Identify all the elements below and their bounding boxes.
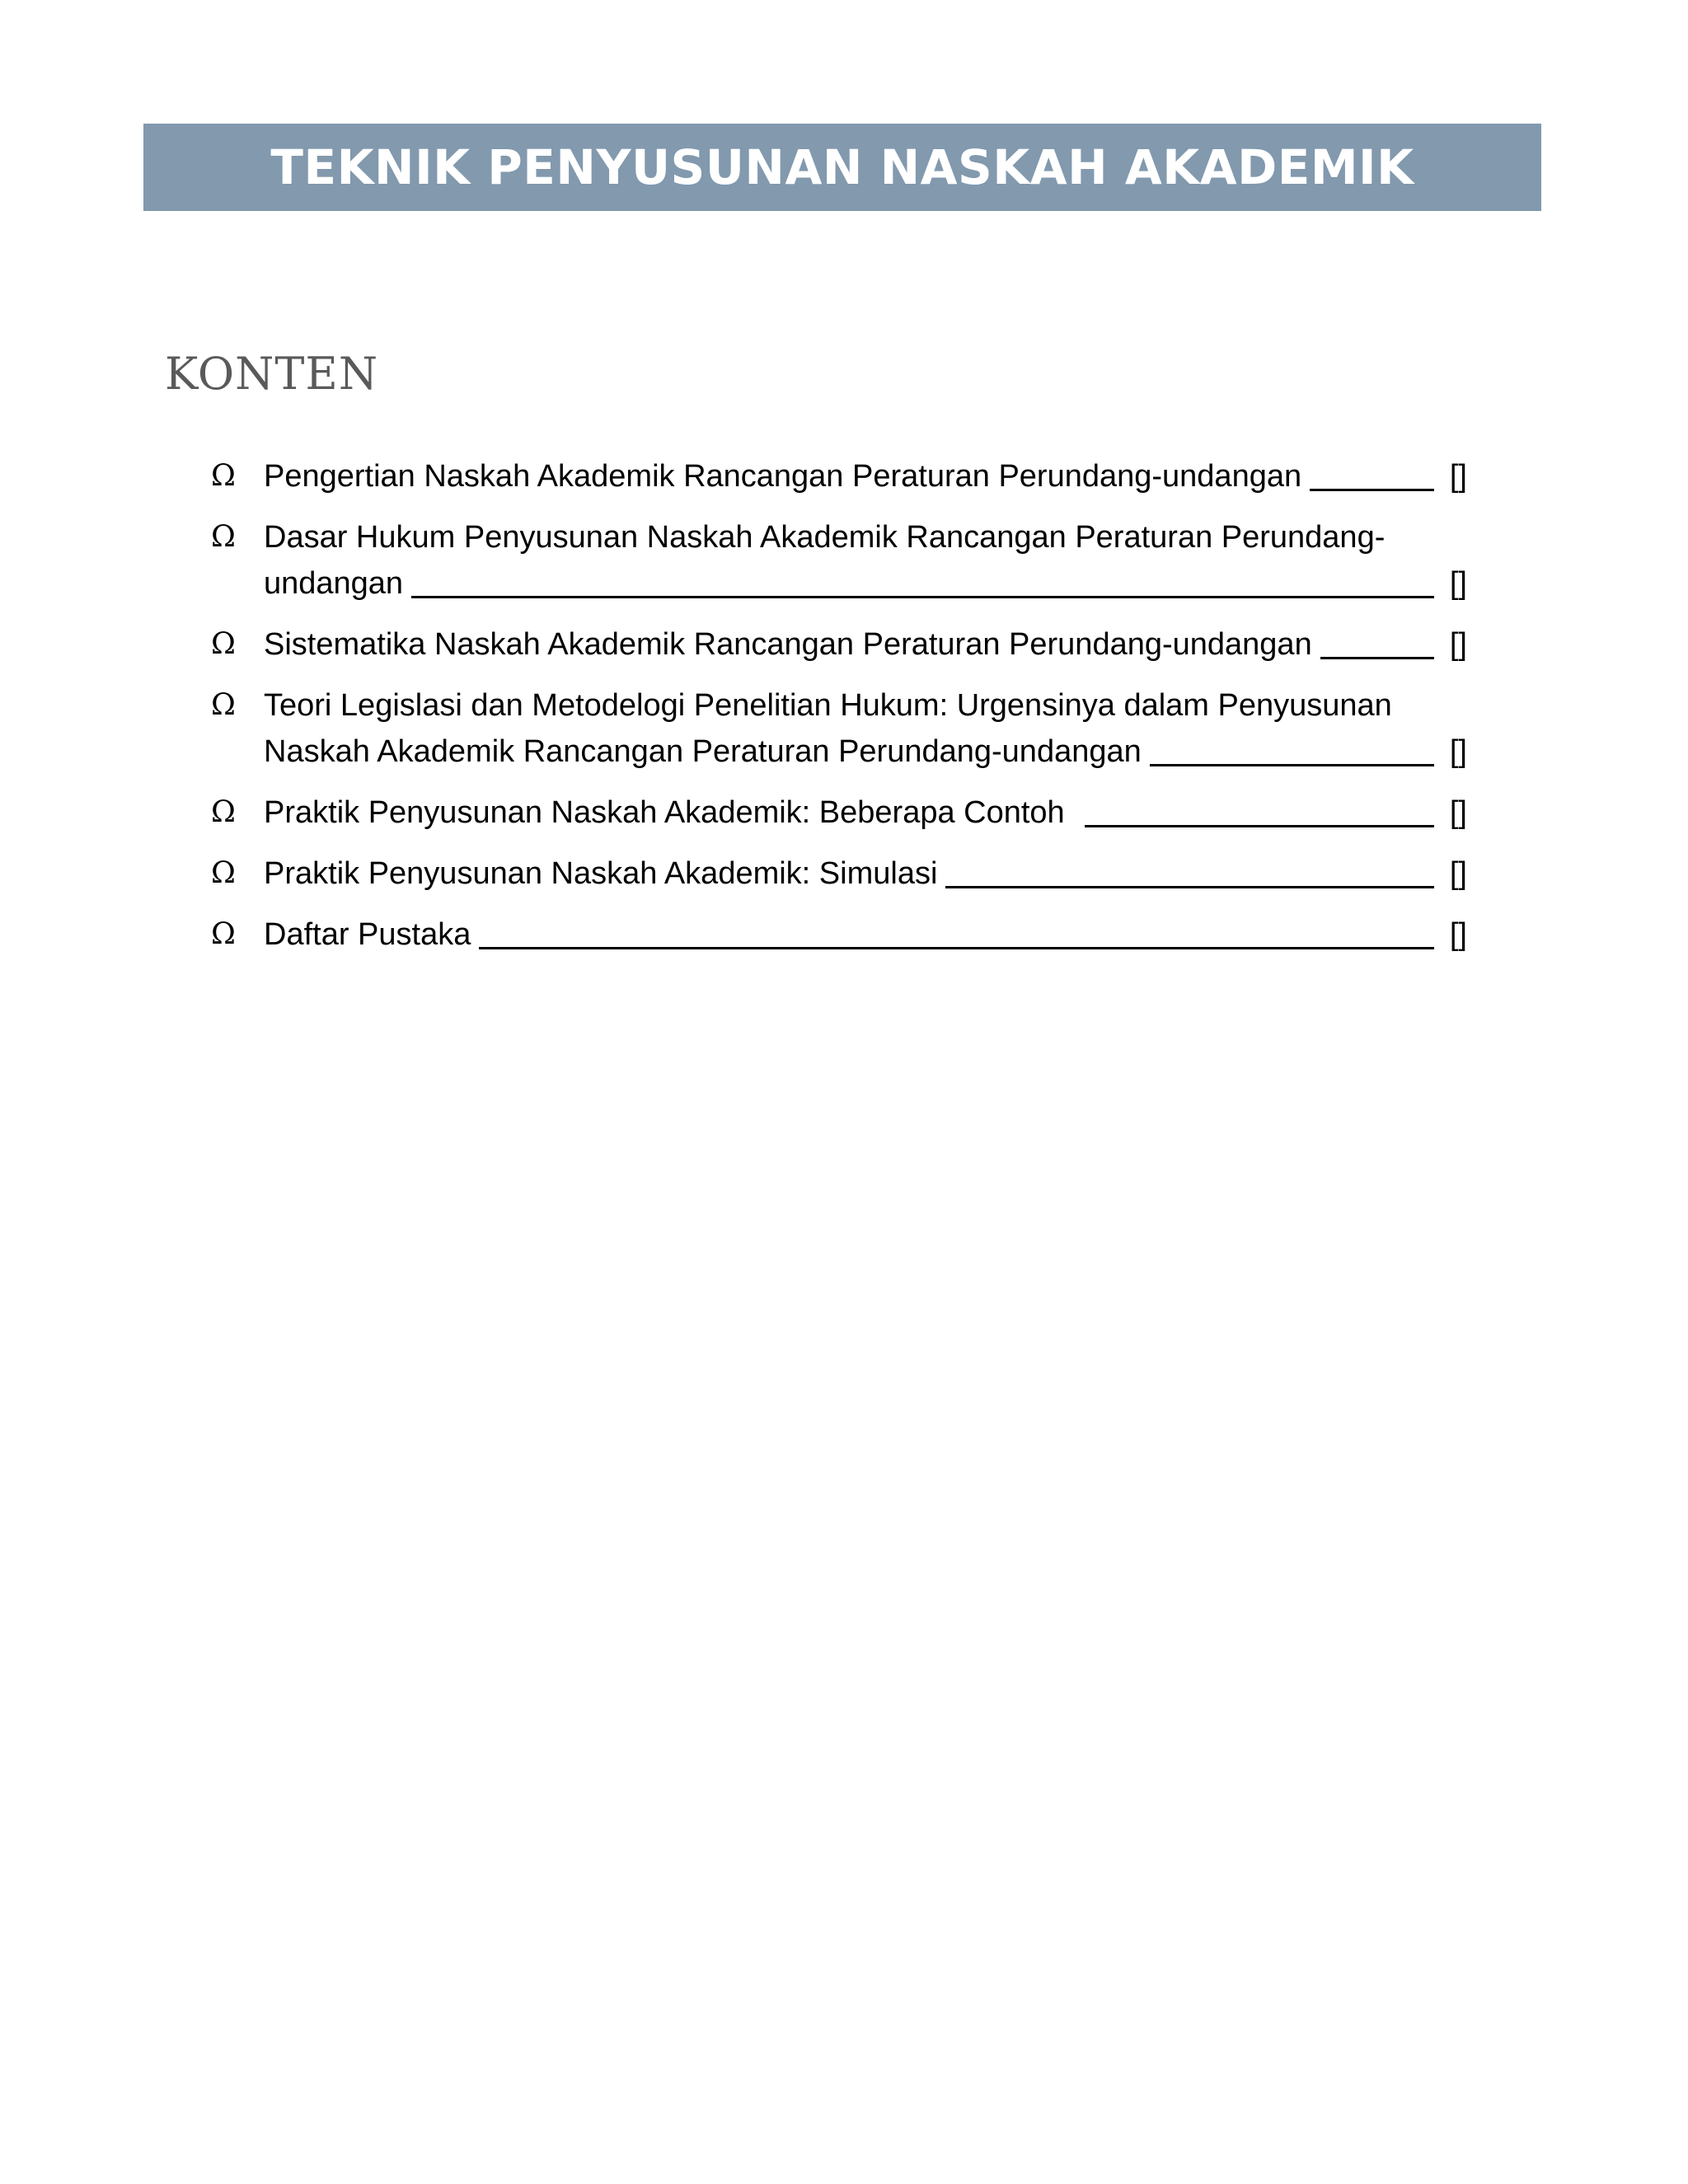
toc-item[interactable]: [211, 682, 1467, 775]
toc-item[interactable]: [211, 790, 1467, 836]
toc-item-title-continued: undangan: [264, 566, 404, 601]
dot-leader: [1320, 657, 1434, 659]
toc-item-title-continued: Naskah Akademik Rancangan Peraturan Perundang-undangan: [264, 734, 1142, 769]
toc-item-title: Praktik Penyusunan Naskah Akademik: Beberapa Contoh: [264, 795, 1065, 830]
toc-item-title: Praktik Penyusunan Naskah Akademik: Simulasi: [264, 856, 938, 891]
table-of-contents: [211, 453, 1467, 972]
toc-page-ref: []: [1449, 566, 1467, 601]
toc-item-title: Teori Legislasi dan Metodelogi Penelitian Hukum: Urgensinya dalam Penyusunan: [264, 688, 1392, 723]
dot-leader: [1085, 825, 1434, 827]
omega-bullet-icon: Ω: [211, 917, 236, 951]
omega-bullet-icon: Ω: [211, 856, 236, 890]
dot-leader: [411, 596, 1434, 598]
omega-bullet-icon: Ω: [211, 795, 236, 829]
toc-item-title: Daftar Pustaka: [264, 917, 471, 952]
dot-leader: [945, 886, 1434, 888]
toc-page-ref: []: [1449, 734, 1467, 769]
toc-item[interactable]: [211, 851, 1467, 897]
omega-bullet-icon: Ω: [211, 520, 236, 554]
toc-item-title: Pengertian Naskah Akademik Rancangan Peraturan Perundang-undangan: [264, 459, 1302, 494]
dot-leader: [1310, 489, 1434, 491]
toc-item-title: Sistematika Naskah Akademik Rancangan Peraturan Perundang-undangan: [264, 627, 1312, 662]
toc-page-ref: []: [1449, 627, 1467, 662]
toc-page-ref: []: [1449, 917, 1467, 952]
omega-bullet-icon: Ω: [211, 459, 236, 493]
toc-page-ref: []: [1449, 795, 1467, 830]
title-banner: [143, 124, 1541, 211]
document-title: TEKNIK PENYUSUNAN NASKAH AKADEMIK: [270, 139, 1414, 195]
toc-item[interactable]: [211, 514, 1467, 607]
toc-item[interactable]: [211, 621, 1467, 668]
toc-page-ref: []: [1449, 459, 1467, 494]
dot-leader: [479, 947, 1434, 949]
omega-bullet-icon: Ω: [211, 688, 236, 722]
toc-item[interactable]: [211, 453, 1467, 499]
toc-item[interactable]: [211, 912, 1467, 958]
omega-bullet-icon: Ω: [211, 627, 236, 661]
section-heading: KONTEN: [165, 348, 379, 400]
toc-item-title: Dasar Hukum Penyusunan Naskah Akademik Rancangan Peraturan Perundang-: [264, 520, 1386, 555]
toc-page-ref: []: [1449, 856, 1467, 891]
dot-leader: [1150, 764, 1434, 766]
